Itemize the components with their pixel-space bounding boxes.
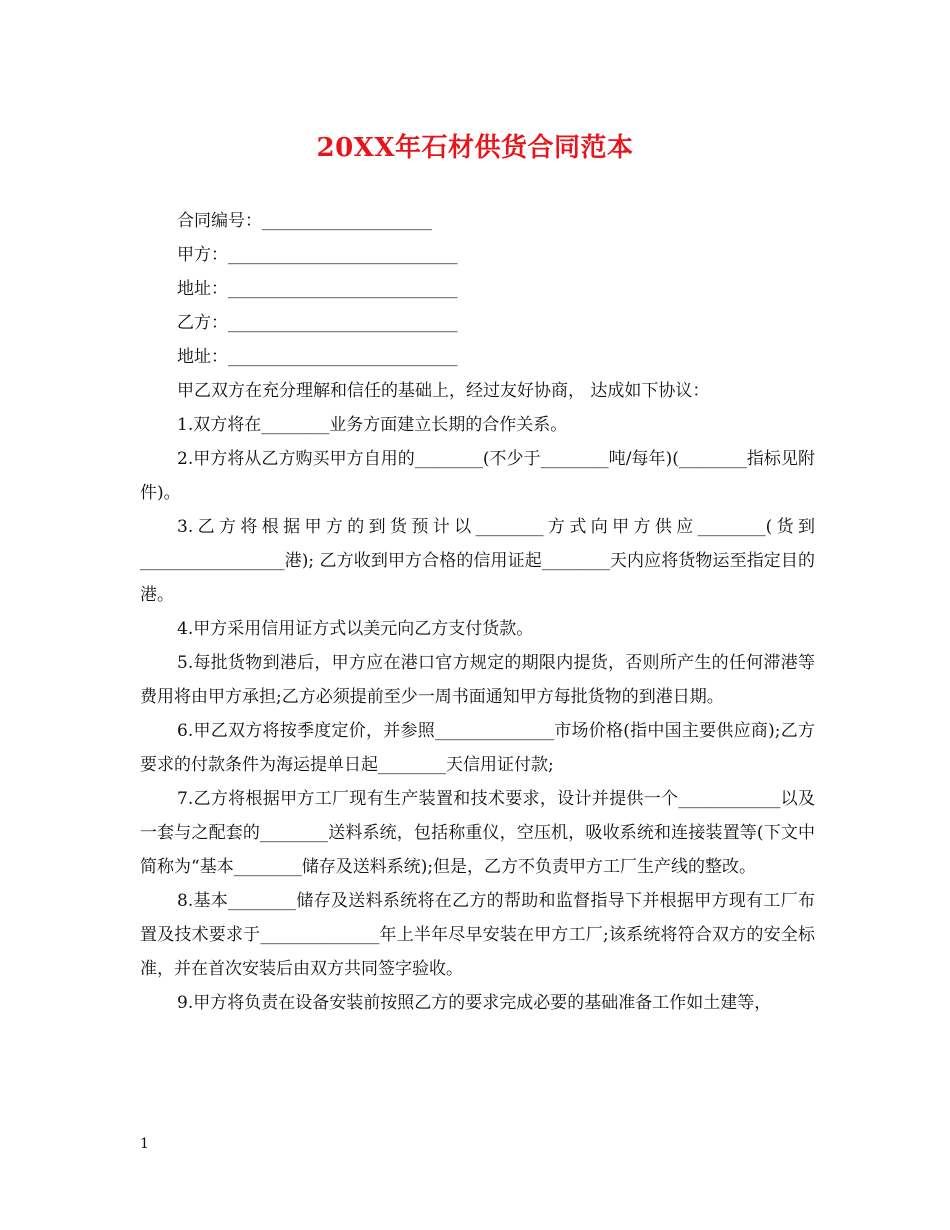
party-b-field: 乙方：___________________________ bbox=[177, 313, 458, 333]
clause-8: 8.基本________储存及送料系统将在乙方的帮助和监督指导下并根据甲方现有工厂布置及技术要求于______________年上半年尽早安装在甲方工厂;该系统将符合双方的安全标准，并在首次安装后由双方共同签字验收。 bbox=[140, 891, 815, 979]
preamble-paragraph: 甲乙双方在充分理解和信任的基础上，经过友好协商， 达成如下协议： bbox=[177, 381, 710, 401]
party-b-address-field: 地址：___________________________ bbox=[177, 347, 458, 367]
clause-4: 4.甲方采用信用证方式以美元向乙方支付货款。 bbox=[177, 619, 534, 639]
page-number: 1 bbox=[140, 1136, 149, 1152]
clause-6: 6.甲乙双方将按季度定价，并参照______________市场价格(指中国主要供应商);乙方要求的付款条件为海运提单日起________天信用证付款; bbox=[140, 721, 815, 775]
clause-3: 3.乙方将根据甲方的到货预计以________方式向甲方供应________(货到_________________港); 乙方收到甲方合格的信用证起________天内应将货物运至指定目的港。 bbox=[140, 517, 815, 605]
party-a-field: 甲方：___________________________ bbox=[177, 245, 458, 265]
party-a-address-field: 地址：___________________________ bbox=[177, 279, 458, 299]
contract-number-field: 合同编号：____________________ bbox=[177, 211, 432, 231]
clause-7: 7.乙方将根据甲方工厂现有生产装置和技术要求，设计并提供一个____________以及一套与之配套的________送料系统，包括称重仪，空压机，吸收系统和连接装置等(下文中简称为“基本________储存及送料系统);但是，乙方不负责甲方工厂生产线的整改。 bbox=[140, 789, 815, 877]
clause-2: 2.甲方将从乙方购买甲方自用的________(不少于________吨/每年)(________指标见附件)。 bbox=[140, 449, 815, 503]
document-body bbox=[140, 204, 815, 1020]
document-title: 20XX年石材供货合同范本 bbox=[316, 133, 634, 163]
clause-5: 5.每批货物到港后，甲方应在港口官方规定的期限内提货，否则所产生的任何滞港等费用将由甲方承担;乙方必须提前至少一周书面通知甲方每批货物的到港日期。 bbox=[140, 653, 815, 707]
clause-9: 9.甲方将负责在设备安装前按照乙方的要求完成必要的基础准备工作如土建等， bbox=[177, 993, 772, 1013]
clause-1: 1.双方将在________业务方面建立长期的合作关系。 bbox=[177, 415, 568, 435]
